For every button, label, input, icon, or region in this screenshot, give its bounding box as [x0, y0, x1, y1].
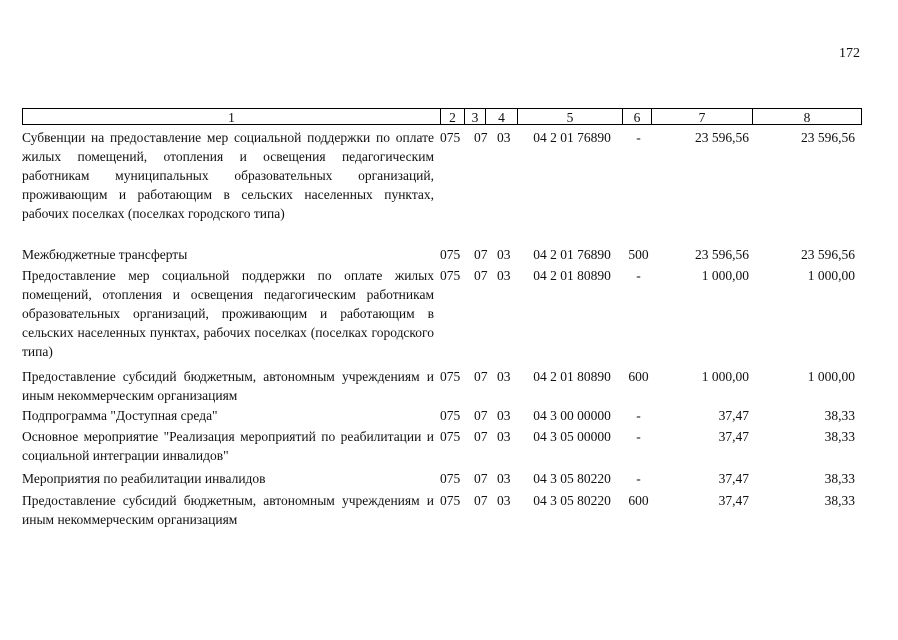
row-code-6: 500: [628, 247, 649, 262]
row-code-3: 07: [474, 408, 488, 423]
header-cell-8: 8: [752, 108, 862, 125]
row-code-5: 04 3 05 80220: [533, 471, 611, 486]
row-amount-8: 38,33: [824, 493, 855, 508]
row-code-6: -: [636, 471, 641, 486]
row-code-3: 07: [474, 268, 488, 283]
row-code-3: 07: [474, 429, 488, 444]
row-amount-8: 23 596,56: [801, 247, 855, 262]
row-amount-8: 1 000,00: [807, 369, 855, 384]
row-name: Субвенции на предоставление мер социальной поддержки по оплате жилых помещений, отопления и освещения педагогическим работникам муниципальных образовательных организаций, проживающим и работающим в сельских населенных пунктах, рабочих поселках (поселках городского типа): [22, 130, 434, 221]
row-code-3: 07: [474, 471, 488, 486]
row-code-5: 04 3 05 00000: [533, 429, 611, 444]
row-amount-7: 37,47: [718, 429, 749, 444]
row-code-2: 075: [440, 493, 461, 508]
row-code-4: 03: [497, 471, 511, 486]
row-code-6: -: [636, 130, 641, 145]
row-amount-7: 23 596,56: [695, 247, 749, 262]
row-code-2: 075: [440, 247, 461, 262]
row-code-3: 07: [474, 493, 488, 508]
row-code-2: 075: [440, 408, 461, 423]
row-amount-7: 37,47: [718, 408, 749, 423]
header-cell-1: 1: [22, 108, 441, 125]
row-code-6: -: [636, 429, 641, 444]
row-code-2: 075: [440, 471, 461, 486]
row-code-5: 04 3 05 80220: [533, 493, 611, 508]
row-code-5: 04 3 00 00000: [533, 408, 611, 423]
row-code-3: 07: [474, 369, 488, 384]
row-code-5: 04 2 01 76890: [533, 130, 611, 145]
page-number: 172: [839, 46, 860, 61]
row-amount-8: 1 000,00: [807, 268, 855, 283]
row-code-4: 03: [497, 268, 511, 283]
row-amount-8: 38,33: [824, 471, 855, 486]
row-name: Основное мероприятие "Реализация мероприятий по реабилитации и социальной интеграции инвалидов": [22, 429, 434, 463]
row-code-6: 600: [628, 493, 649, 508]
row-amount-7: 37,47: [718, 471, 749, 486]
header-cell-6: 6: [622, 108, 652, 125]
row-amount-7: 23 596,56: [695, 130, 749, 145]
header-cell-4: 4: [485, 108, 518, 125]
row-code-6: 600: [628, 369, 649, 384]
row-code-6: -: [636, 408, 641, 423]
row-code-2: 075: [440, 369, 461, 384]
row-amount-8: 38,33: [824, 408, 855, 423]
row-name: Межбюджетные трансферты: [22, 247, 188, 262]
row-code-4: 03: [497, 369, 511, 384]
row-amount-8: 38,33: [824, 429, 855, 444]
header-cell-5: 5: [517, 108, 623, 125]
row-amount-7: 37,47: [718, 493, 749, 508]
header-cell-7: 7: [651, 108, 753, 125]
row-code-4: 03: [497, 408, 511, 423]
row-amount-7: 1 000,00: [701, 268, 749, 283]
row-amount-8: 23 596,56: [801, 130, 855, 145]
row-name: Предоставление субсидий бюджетным, автономным учреждениям и иным некоммерческим организациям: [22, 369, 434, 403]
row-code-5: 04 2 01 80890: [533, 369, 611, 384]
row-name: Предоставление мер социальной поддержки по оплате жилых помещений, отопления и освещения педагогическим работникам образовательных организаций, проживающим и работающим в сельских населенных пунктах, рабочих поселках (поселках городского типа): [22, 268, 434, 359]
row-code-4: 03: [497, 130, 511, 145]
row-code-3: 07: [474, 130, 488, 145]
row-code-2: 075: [440, 429, 461, 444]
row-code-2: 075: [440, 268, 461, 283]
row-code-6: -: [636, 268, 641, 283]
row-name: Подпрограмма "Доступная среда": [22, 408, 218, 423]
row-amount-7: 1 000,00: [701, 369, 749, 384]
header-cell-2: 2: [440, 108, 465, 125]
row-code-5: 04 2 01 76890: [533, 247, 611, 262]
row-name: Мероприятия по реабилитации инвалидов: [22, 471, 266, 486]
row-name: Предоставление субсидий бюджетным, автономным учреждениям и иным некоммерческим организациям: [22, 493, 434, 527]
row-code-4: 03: [497, 493, 511, 508]
row-code-5: 04 2 01 80890: [533, 268, 611, 283]
row-code-4: 03: [497, 247, 511, 262]
row-code-2: 075: [440, 130, 461, 145]
row-code-4: 03: [497, 429, 511, 444]
header-cell-3: 3: [464, 108, 486, 125]
row-code-3: 07: [474, 247, 488, 262]
